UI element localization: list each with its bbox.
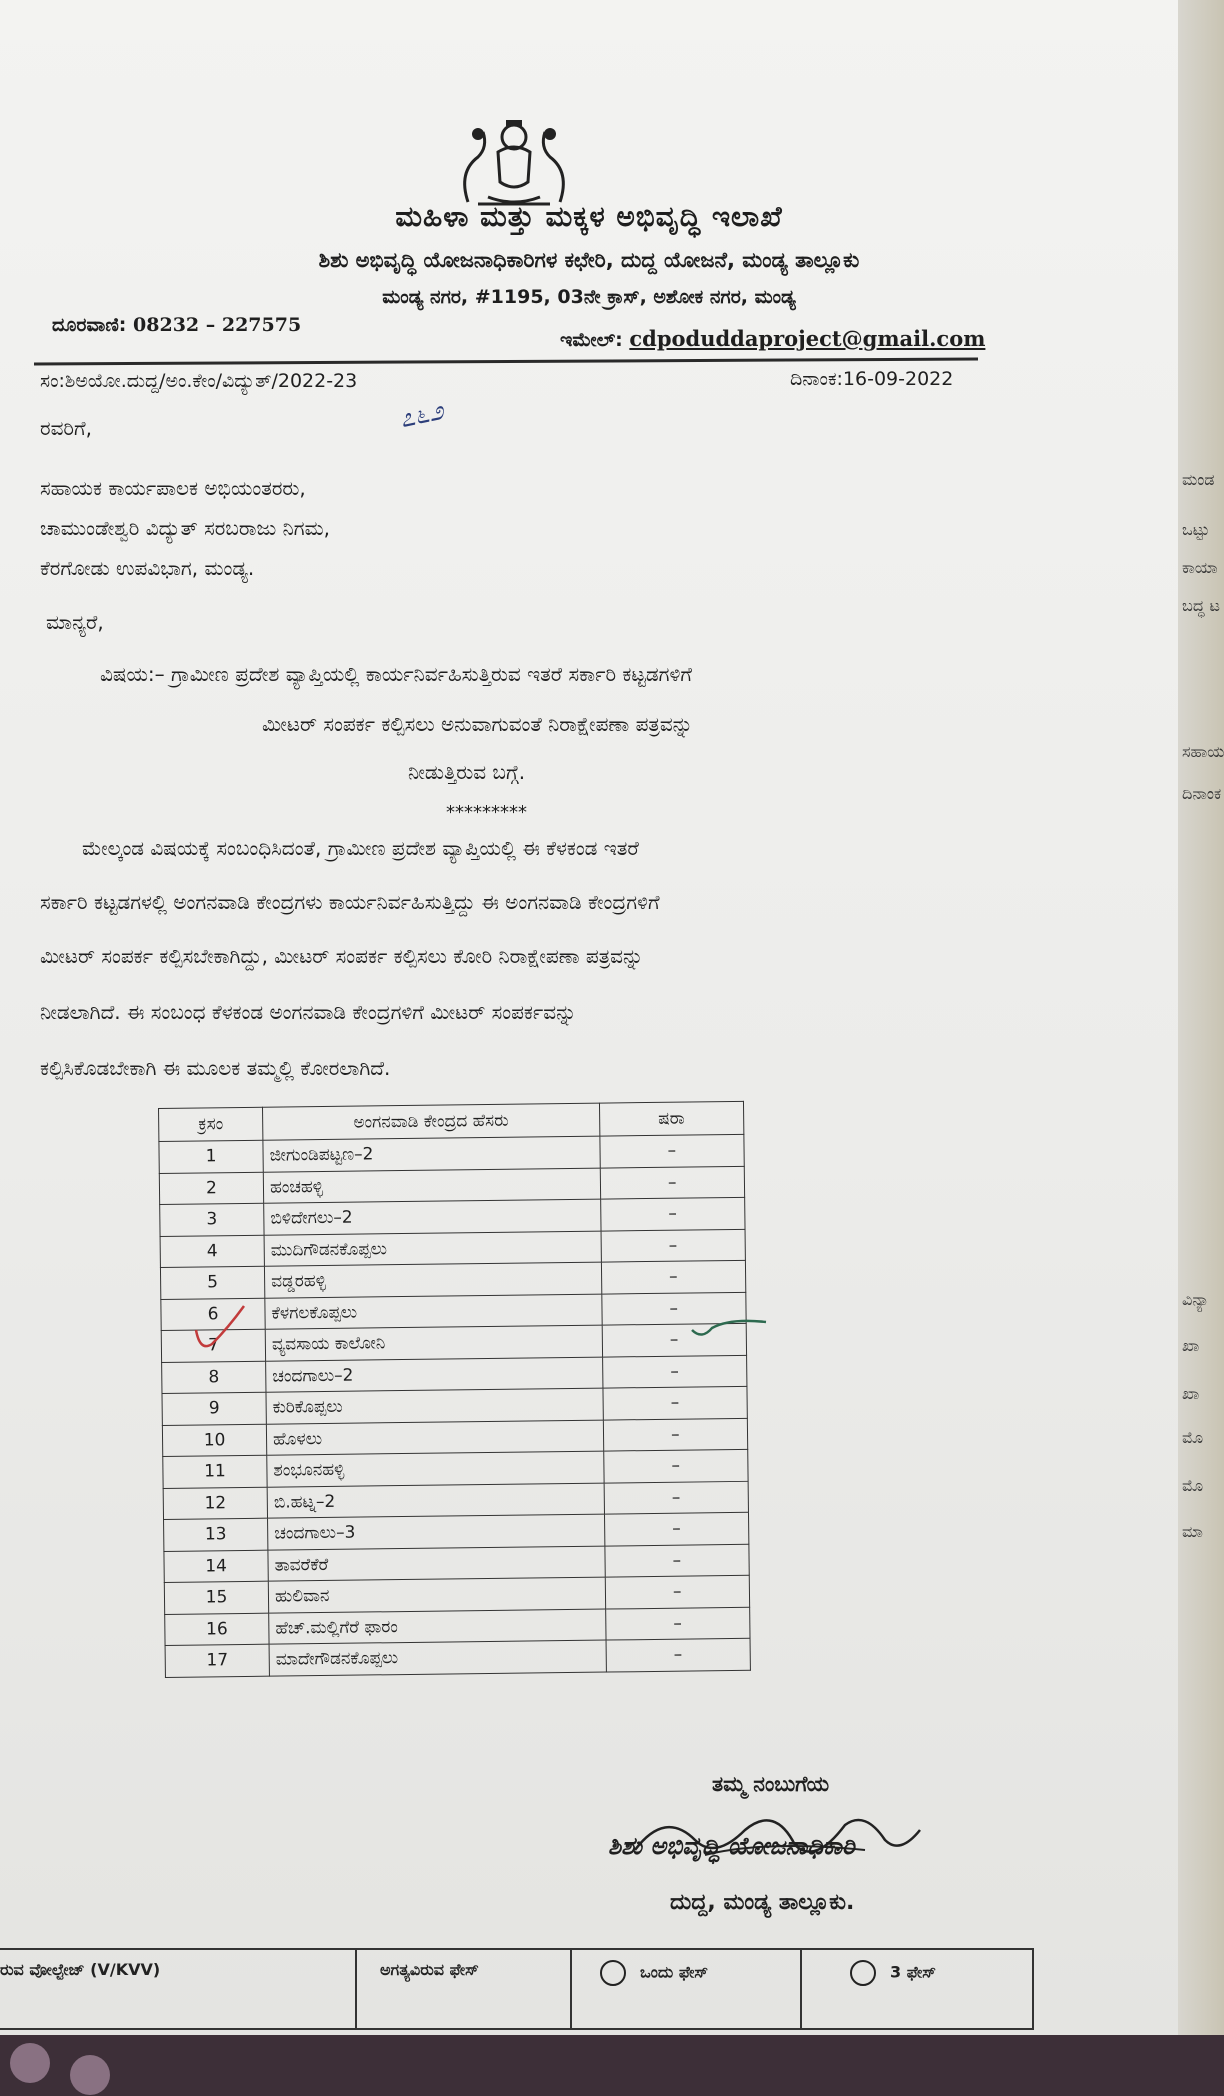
row-serial: 11 bbox=[163, 1455, 267, 1488]
red-pen-mark-icon bbox=[190, 1300, 250, 1360]
header-serial: ಕ್ರಸಂ bbox=[159, 1107, 263, 1141]
anganwadi-centers-table bbox=[158, 1101, 751, 1678]
row-remark: – bbox=[602, 1323, 747, 1356]
handwritten-tick-icon bbox=[690, 1312, 770, 1342]
row-serial: 7 bbox=[161, 1329, 265, 1362]
government-emblem-icon bbox=[448, 112, 580, 212]
phone-row bbox=[52, 314, 301, 336]
row-remark: – bbox=[603, 1418, 748, 1451]
subject-line-2: ಮೀಟರ್ ಸಂಪರ್ಕ ಕಲ್ಪಿಸಲು ಅನುವಾಗುವಂತೆ ನಿರಾಕ್ಷೇಪಣಾ ಪತ್ರವನ್ನು bbox=[262, 712, 693, 736]
body-line-4: ನೀಡಲಾಗಿದೆ. ಈ ಸಂಬಂಧ ಕೆಳಕಂಡ ಅಂಗನವಾಡಿ ಕೇಂದ್ರಗಳಿಗೆ ಮೀಟರ್ ಸಂಪರ್ಕವನ್ನು bbox=[40, 1000, 577, 1024]
row-center-name: ಹಂಚಹಳ್ಳಿ bbox=[263, 1168, 600, 1204]
row-serial: 10 bbox=[162, 1424, 266, 1457]
row-remark: – bbox=[606, 1638, 751, 1671]
fabric-pattern-icon bbox=[10, 2043, 50, 2083]
strip-text: ಮೊ bbox=[1182, 1476, 1204, 1495]
row-center-name: ಬಿ.ಹಟ್ನ–2 bbox=[267, 1483, 604, 1519]
row-serial: 6 bbox=[161, 1298, 265, 1331]
recipient-line-3: ಕೆರಗೋಡು ಉಪವಿಭಾಗ, ಮಂಡ್ಯ. bbox=[40, 556, 255, 580]
row-remark: – bbox=[604, 1544, 749, 1577]
row-remark: – bbox=[602, 1355, 747, 1388]
header-rule bbox=[34, 358, 978, 366]
row-serial: 4 bbox=[160, 1235, 264, 1268]
greeting: ಮಾನ್ಯರೆ, bbox=[46, 610, 104, 634]
subject-label: ವಿಷಯ:– bbox=[100, 662, 165, 686]
form-divider bbox=[800, 1950, 802, 2028]
strip-text: ದಿನಾಂಕ bbox=[1182, 784, 1222, 803]
voltage-field: ರುವ ವೋಲ್ಟೇಜ್ (V/KVV) bbox=[0, 1960, 161, 1979]
strip-text: ಮಂಡ bbox=[1182, 470, 1215, 489]
next-form-fragment bbox=[0, 1948, 1034, 2030]
row-serial: 16 bbox=[165, 1613, 269, 1646]
strip-text: ವಿನ್ಯಾ bbox=[1182, 1290, 1210, 1309]
row-center-name: ಚಂದಗಾಲು–2 bbox=[266, 1357, 603, 1393]
row-center-name: ಜೀಗುಂಡಿಪಟ್ಟಣ–2 bbox=[263, 1136, 600, 1172]
body-line-1: ಮೇಲ್ಕಂಡ ವಿಷಯಕ್ಕೆ ಸಂಬಂಧಿಸಿದಂತೆ, ಗ್ರಾಮೀಣ ಪ್ರದೇಶ ವ್ಯಾಪ್ತಿಯಲ್ಲಿ ಈ ಕೆಳಕಂಡ ಇತರೆ bbox=[82, 836, 639, 860]
strip-text: ಬದ್ಧ ಟ bbox=[1182, 596, 1220, 615]
subject-line-1 bbox=[100, 662, 692, 686]
handwritten-inward-number: ೭೬೨ bbox=[397, 395, 447, 435]
row-remark: – bbox=[601, 1292, 746, 1325]
row-center-name: ಶಂಭೂನಹಳ್ಳಿ bbox=[267, 1451, 604, 1487]
recipient-line-1: ಸಹಾಯಕ ಕಾರ್ಯಪಾಲಕ ಅಭಿಯಂತರರು, bbox=[40, 476, 306, 500]
form-divider bbox=[570, 1950, 572, 2028]
signatory-designation: ಶಿಶು ಅಭಿವೃದ್ಧಿ ಯೋಜನಾಧಿಕಾರಿ bbox=[608, 1832, 855, 1860]
row-serial: 12 bbox=[163, 1487, 267, 1520]
row-remark: – bbox=[600, 1166, 745, 1199]
row-serial: 2 bbox=[159, 1172, 263, 1205]
strip-text: ಕಾಯಾ bbox=[1182, 558, 1218, 577]
body-line-3: ಮೀಟರ್ ಸಂಪರ್ಕ ಕಲ್ಪಿಸಬೇಕಾಗಿದ್ದು, ಮೀಟರ್ ಸಂಪರ್ಕ ಕಲ್ಪಿಸಲು ಕೋರಿ ನಿರಾಕ್ಷೇಪಣಾ ಪತ್ರವನ್ನು bbox=[40, 944, 644, 968]
office-address: ಮಂಡ್ಯ ನಗರ, #1195, 03ನೇ ಕ್ರಾಸ್, ಅಶೋಕ ನಗರ, ಮಂಡ್ಯ bbox=[382, 286, 796, 308]
phone-number: 08232 – 227575 bbox=[133, 314, 302, 336]
recipient-to: ರವರಿಗೆ, bbox=[40, 416, 92, 440]
row-serial: 9 bbox=[162, 1392, 266, 1425]
row-serial: 8 bbox=[162, 1361, 266, 1394]
body-line-5: ಕಲ್ಪಿಸಿಕೊಡಬೇಕಾಗಿ ಈ ಮೂಲಕ ತಮ್ಮಲ್ಲಿ ಕೋರಲಾಗಿದೆ. bbox=[40, 1056, 391, 1080]
strip-text: ಮೊ bbox=[1182, 1428, 1204, 1447]
single-phase-label: ಒಂದು ಫೇಸ್ bbox=[640, 1962, 709, 1982]
adjacent-page-strip bbox=[1178, 0, 1224, 2096]
email-address[interactable]: cdpoduddaproject@gmail.com bbox=[629, 326, 986, 351]
row-serial: 3 bbox=[160, 1203, 264, 1236]
department-name: ಮಹಿಳಾ ಮತ್ತು ಮಕ್ಕಳ ಅಭಿವೃದ್ಧಿ ಇಲಾಖೆ bbox=[395, 200, 783, 233]
strip-text: ಖಾ bbox=[1182, 1384, 1200, 1403]
three-phase-radio-icon[interactable] bbox=[850, 1960, 876, 1986]
closing-yours: ತಮ್ಮ ನಂಬುಗೆಯ bbox=[712, 1772, 830, 1796]
row-serial: 5 bbox=[160, 1266, 264, 1299]
single-phase-option[interactable] bbox=[600, 1960, 708, 1986]
row-remark: – bbox=[601, 1260, 746, 1293]
recipient-line-2: ಚಾಮುಂಡೇಶ್ವರಿ ವಿದ್ಯುತ್ ಸರಬರಾಜು ನಿಗಮ, bbox=[40, 516, 330, 540]
row-serial: 17 bbox=[165, 1644, 269, 1677]
three-phase-label: 3 ಫೇಸ್ bbox=[890, 1962, 936, 1982]
signatory-place: ದುದ್ದ, ಮಂಡ್ಯ ತಾಲ್ಲೂಕು. bbox=[670, 1890, 855, 1915]
row-remark: – bbox=[600, 1197, 745, 1230]
row-center-name: ಮುದಿಗೌಡನಕೊಪ್ಪಲು bbox=[264, 1231, 601, 1267]
row-remark: – bbox=[601, 1229, 746, 1262]
phase-label: ಅಗತ್ಯವಿರುವ ಫೇಸ್ bbox=[380, 1960, 479, 1979]
row-center-name: ಹುಲಿವಾನ bbox=[268, 1577, 605, 1613]
row-center-name: ಕೆಳಗಲಕೊಪ್ಪಲು bbox=[265, 1294, 602, 1330]
strip-text: ಒಟ್ಟು bbox=[1182, 520, 1210, 539]
email-row bbox=[560, 326, 985, 351]
row-serial: 14 bbox=[164, 1550, 268, 1583]
subject-line-3: ನೀಡುತ್ತಿರುವ ಬಗ್ಗೆ. bbox=[408, 760, 526, 784]
row-serial: 13 bbox=[164, 1518, 268, 1551]
strip-text: ಮಾ bbox=[1182, 1522, 1203, 1541]
email-label: ಇಮೇಲ್: bbox=[560, 329, 623, 351]
strip-text: ಸಹಾಯ bbox=[1182, 742, 1224, 761]
office-name: ಶಿಶು ಅಭಿವೃದ್ಧಿ ಯೋಜನಾಧಿಕಾರಿಗಳ ಕಛೇರಿ, ದುದ್ದ ಯೋಜನೆ, ಮಂಡ್ಯ ತಾಲ್ಲೂಕು bbox=[318, 248, 860, 272]
single-phase-radio-icon[interactable] bbox=[600, 1960, 626, 1986]
subject-separator: ********* bbox=[446, 802, 527, 823]
header-remarks: ಷರಾ bbox=[599, 1101, 744, 1136]
row-center-name: ತಾವರೆಕೆರೆ bbox=[268, 1546, 605, 1582]
row-center-name: ಹೆಚ್.ಮಲ್ಲಿಗೆರೆ ಫಾರಂ bbox=[269, 1609, 606, 1645]
row-remark: – bbox=[605, 1607, 750, 1640]
body-line-2: ಸರ್ಕಾರಿ ಕಟ್ಟಡಗಳಲ್ಲಿ ಅಂಗನವಾಡಿ ಕೇಂದ್ರಗಳು ಕಾರ್ಯನಿರ್ವಹಿಸುತ್ತಿದ್ದು ಈ ಅಂಗನವಾಡಿ ಕೇಂದ್ರಗಳಿಗೆ bbox=[40, 890, 660, 914]
row-center-name: ಚಂದಗಾಲು–3 bbox=[268, 1514, 605, 1550]
form-divider bbox=[355, 1950, 357, 2028]
three-phase-option[interactable] bbox=[850, 1960, 936, 1986]
row-remark: – bbox=[604, 1481, 749, 1514]
row-remark: – bbox=[603, 1449, 748, 1482]
row-serial: 15 bbox=[164, 1581, 268, 1614]
row-center-name: ವಡ್ಡರಹಳ್ಳಿ bbox=[265, 1262, 602, 1298]
row-center-name: ಮಾದೇಗೌಡನಕೊಪ್ಪಲು bbox=[269, 1640, 606, 1676]
row-serial: 1 bbox=[159, 1140, 263, 1173]
phone-label: ದೂರವಾಣಿ: bbox=[52, 314, 127, 336]
row-remark: – bbox=[604, 1512, 749, 1545]
row-center-name: ಬಿಳಿದೇಗಲು–2 bbox=[264, 1199, 601, 1235]
subject-text-1: ಗ್ರಾಮೀಣ ಪ್ರದೇಶ ವ್ಯಾಪ್ತಿಯಲ್ಲಿ ಕಾರ್ಯನಿರ್ವಹಿಸುತ್ತಿರುವ ಇತರೆ ಸರ್ಕಾರಿ ಕಟ್ಟಡಗಳಿಗೆ bbox=[171, 662, 692, 686]
row-center-name: ವ್ಯವಸಾಯ ಕಾಲೋನಿ bbox=[265, 1325, 602, 1361]
reference-number: ಸಂ:ಶಿಅಯೋ.ದುದ್ದ/ಅಂ.ಕೇಂ/ವಿದ್ಯುತ್/2022-23 bbox=[40, 370, 358, 392]
strip-text: ಖಾ bbox=[1182, 1336, 1200, 1355]
fabric-pattern-icon bbox=[70, 2055, 110, 2095]
header-center-name: ಅಂಗನವಾಡಿ ಕೇಂದ್ರದ ಹೆಸರು bbox=[263, 1103, 600, 1140]
background-cloth bbox=[0, 2035, 1224, 2096]
row-remark: – bbox=[599, 1134, 744, 1167]
letter-date: ದಿನಾಂಕ:16-09-2022 bbox=[790, 368, 954, 390]
row-remark: – bbox=[605, 1575, 750, 1608]
row-center-name: ಹೊಳಲು bbox=[266, 1420, 603, 1456]
table-row bbox=[165, 1638, 750, 1677]
row-center-name: ಕುರಿಕೊಪ್ಪಲು bbox=[266, 1388, 603, 1424]
row-remark: – bbox=[602, 1386, 747, 1419]
